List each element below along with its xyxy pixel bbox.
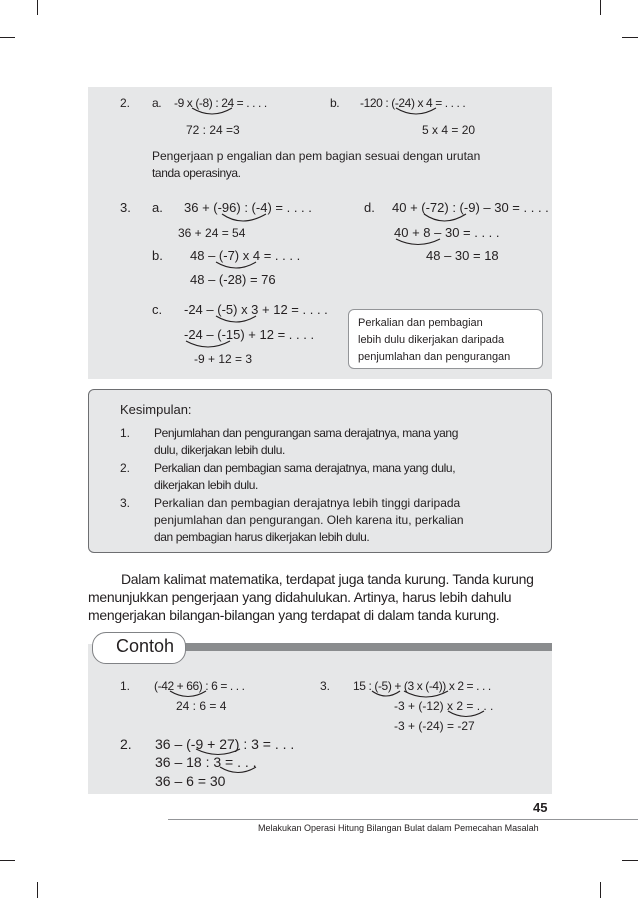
- item-3c-step2: -9 + 12 = 3: [194, 352, 253, 366]
- kesimpulan-item3-line1: Perkalian dan pembagian derajatnya lebih tinggi daripada: [154, 496, 461, 510]
- item-3a-letter: a.: [152, 200, 163, 215]
- kesimpulan-item2-line1: Perkalian dan pembagian sama derajatnya, mana yang dulu,: [154, 461, 456, 475]
- kesimpulan-item3-line2: penjumlahan dan pengurangan. Oleh karena itu, perkalian: [154, 513, 464, 527]
- crop-mark: [600, 0, 601, 15]
- kesimpulan-item1-line2: dulu, dikerjakan lebih dulu.: [154, 443, 285, 457]
- contoh-ex2-step2: 36 – 6 = 30: [155, 773, 226, 789]
- crop-mark: [622, 37, 638, 38]
- kesimpulan-item2-line2: dikerjakan lebih dulu.: [154, 478, 258, 492]
- kesimpulan-item3-line3: dan pembagian harus dikerjakan lebih dulu.: [154, 530, 370, 544]
- item-2b-result: 5 x 4 = 20: [422, 123, 476, 137]
- item-2-number: 2.: [120, 96, 131, 110]
- contoh-ex3-step1: -3 + (-12) x 2 = . . .: [394, 699, 494, 713]
- item-3c-letter: c.: [152, 302, 163, 317]
- contoh-ex2-step1: 36 – 18 : 3 = . . .: [155, 754, 257, 770]
- contoh-title: Contoh: [116, 636, 175, 656]
- contoh-ex1-number: 1.: [120, 679, 131, 693]
- running-title: Melakukan Operasi Hitung Bilangan Bulat dalam Pemecahan Masalah: [258, 823, 539, 833]
- item-3a-expression: 36 + (-96) : (-4) = . . . .: [184, 200, 312, 215]
- crop-mark: [622, 860, 638, 861]
- contoh-ex3-step2: -3 + (-24) = -27: [394, 719, 475, 733]
- item-2-note-line1: Pengerjaan p engalian dan pem bagian sesuai dengan urutan: [152, 149, 481, 163]
- item-3-number: 3.: [120, 200, 131, 215]
- page-number: 45: [533, 800, 548, 815]
- item-3c-step1: -24 – (-15) + 12 = . . . .: [184, 327, 315, 342]
- crop-mark: [37, 0, 38, 15]
- paragraph-line3: mengerjakan bilangan-bilangan yang terdapat di dalam tanda kurung.: [88, 607, 500, 623]
- item-2-note-line2: tanda operasinya.: [152, 166, 241, 180]
- kesimpulan-item1-number: 1.: [120, 426, 131, 440]
- contoh-ex1-result: 24 : 6 = 4: [176, 699, 227, 713]
- item-3d-letter: d.: [364, 200, 375, 215]
- callout-line3: penjumlahan dan pengurangan: [358, 351, 511, 363]
- crop-mark: [600, 882, 601, 898]
- contoh-ex3-number: 3.: [320, 679, 331, 693]
- item-3c-expression: -24 – (-5) x 3 + 12 = . . . .: [184, 302, 328, 317]
- contoh-header-bar: [148, 643, 552, 651]
- item-3b-expression: 48 – (-7) x 4 = . . . .: [190, 248, 301, 263]
- callout-line1: Perkalian dan pembagian: [358, 317, 483, 329]
- paragraph-line1: Dalam kalimat matematika, terdapat juga tanda kurung. Tanda kurung: [121, 571, 534, 587]
- item-2a-result: 72 : 24 =3: [186, 123, 240, 137]
- item-3a-result: 36 + 24 = 54: [178, 226, 246, 240]
- crop-mark: [0, 860, 15, 861]
- item-2a-expression: -9 x (-8) : 24 = . . . .: [174, 96, 267, 110]
- contoh-ex2-expression: 36 – (-9 + 27) : 3 = . . .: [155, 736, 295, 752]
- item-3b-result: 48 – (-28) = 76: [190, 272, 276, 287]
- item-2b-expression: -120 : (-24) x 4 = . . . .: [360, 96, 466, 110]
- crop-mark: [0, 37, 15, 38]
- item-2b-letter: b.: [330, 96, 340, 110]
- callout-line2: lebih dulu dikerjakan daripada: [358, 334, 505, 346]
- contoh-ex2-number: 2.: [120, 736, 132, 752]
- kesimpulan-item1-line1: Penjumlahan dan pengurangan sama derajatnya, mana yang: [154, 426, 458, 440]
- kesimpulan-item2-number: 2.: [120, 461, 131, 475]
- item-3d-expression: 40 + (-72) : (-9) – 30 = . . . .: [392, 200, 549, 215]
- paragraph-line2: menunjukkan pengerjaan yang didahulukan. Artinya, harus lebih dahulu: [88, 589, 512, 605]
- contoh-ex3-expression: 15 : (-5) + (3 x (-4)) x 2 = . . .: [353, 679, 491, 693]
- item-3d-step2: 48 – 30 = 18: [426, 248, 499, 263]
- kesimpulan-title: Kesimpulan:: [120, 402, 192, 417]
- contoh-box: [88, 644, 552, 794]
- item-3d-step1: 40 + 8 – 30 = . . . .: [394, 225, 500, 240]
- item-2a-letter: a.: [152, 96, 162, 110]
- item-3b-letter: b.: [152, 248, 163, 263]
- crop-mark: [37, 882, 38, 898]
- kesimpulan-item3-number: 3.: [120, 496, 131, 510]
- contoh-ex1-expression: (-42 + 66) : 6 = . . .: [154, 679, 245, 693]
- footer-divider: [168, 819, 638, 820]
